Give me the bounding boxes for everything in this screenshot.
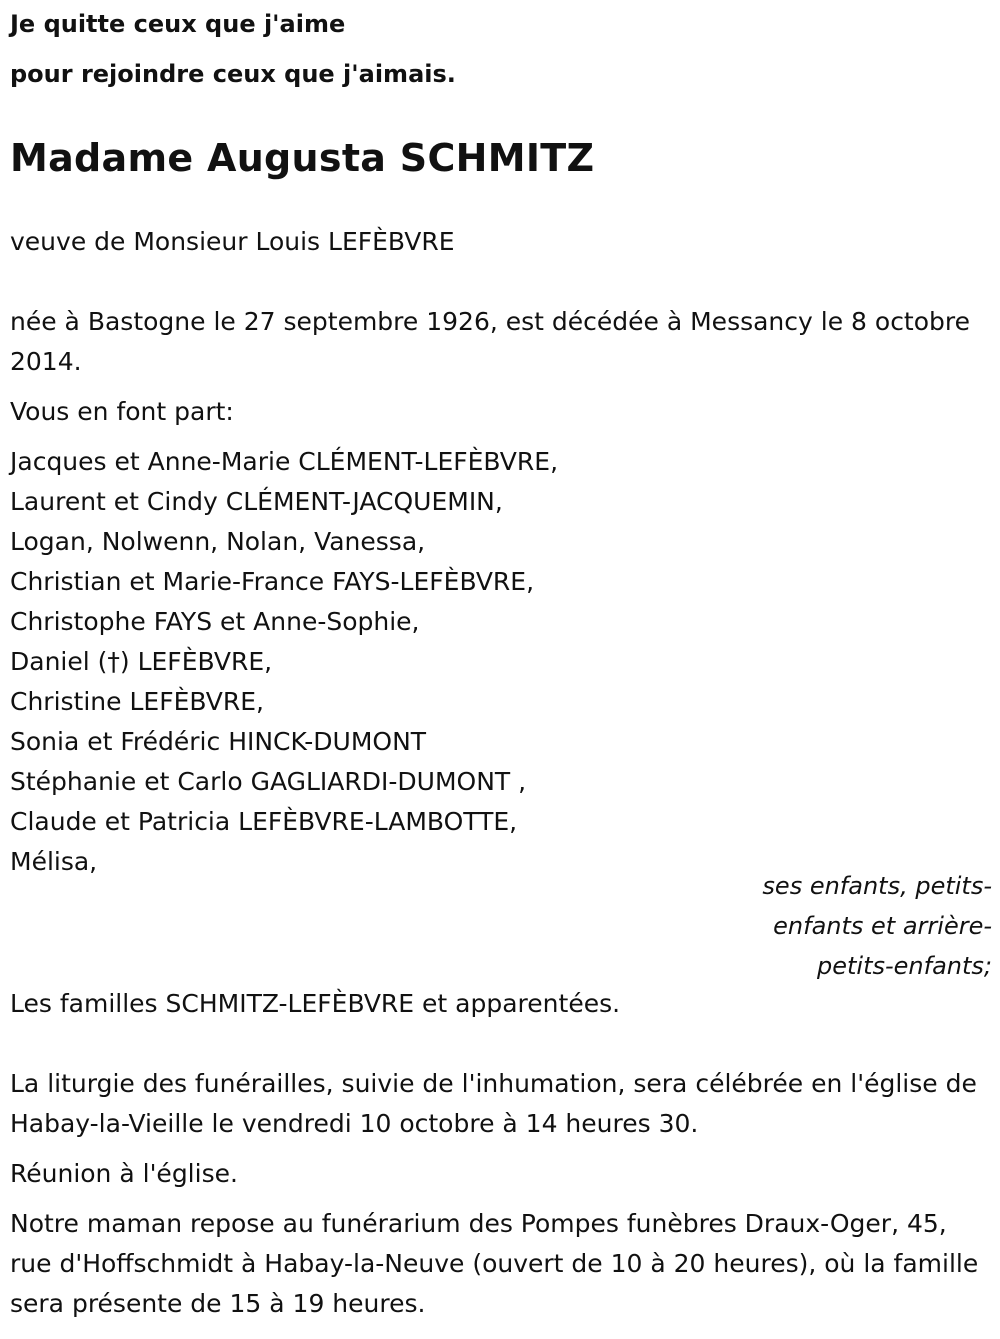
funeral-home-details: Notre maman repose au funérarium des Pompes funèbres Draux-Oger, 45, rue d'Hoffschmidt à Habay-la-Neuve (ouvert de 10 à 20 heures), où la famille sera présente de 15 à 19 heures.	[10, 1209, 979, 1318]
family-member: Stéphanie et Carlo GAGLIARDI-DUMONT ,	[10, 767, 527, 796]
family-member: Christine LEFÈBVRE,	[10, 687, 264, 716]
family-member: Mélisa,	[10, 847, 98, 876]
family-member: Daniel (†) LEFÈBVRE,	[10, 647, 273, 676]
family-member: Claude et Patricia LEFÈBVRE-LAMBOTTE,	[10, 807, 518, 836]
family-member: Logan, Nolwenn, Nolan, Vanessa,	[10, 527, 426, 556]
family-members-list	[10, 442, 558, 882]
extended-families: Les familles SCHMITZ-LEFÈBVRE et apparentées.	[10, 989, 621, 1018]
family-member: Christian et Marie-France FAYS-LEFÈBVRE,	[10, 567, 535, 596]
meeting-place: Réunion à l'église.	[10, 1159, 238, 1188]
family-member: Jacques et Anne-Marie CLÉMENT-LEFÈBVRE,	[10, 447, 559, 476]
family-member: Christophe FAYS et Anne-Sophie,	[10, 607, 420, 636]
birth-death-details: née à Bastogne le 27 septembre 1926, est décédée à Messancy le 8 octobre 2014.	[10, 307, 971, 376]
family-member: Laurent et Cindy CLÉMENT-JACQUEMIN,	[10, 487, 503, 516]
widow-of: veuve de Monsieur Louis LEFÈBVRE	[10, 227, 455, 256]
deceased-name: Madame Augusta SCHMITZ	[10, 136, 595, 180]
family-member: Sonia et Frédéric HINCK-DUMONT	[10, 727, 427, 756]
funeral-liturgy: La liturgie des funérailles, suivie de l'inhumation, sera célébrée en l'église de Habay-la-Vieille le vendredi 10 octobre à 14 heures 30.	[10, 1069, 977, 1138]
epitaph-line-1: Je quitte ceux que j'aime	[10, 10, 346, 38]
epitaph-line-2: pour rejoindre ceux que j'aimais.	[10, 60, 456, 88]
announce-intro: Vous en font part:	[10, 397, 234, 426]
family-relation: ses enfants, petits-enfants et arrière-petits-enfants;	[762, 872, 992, 980]
